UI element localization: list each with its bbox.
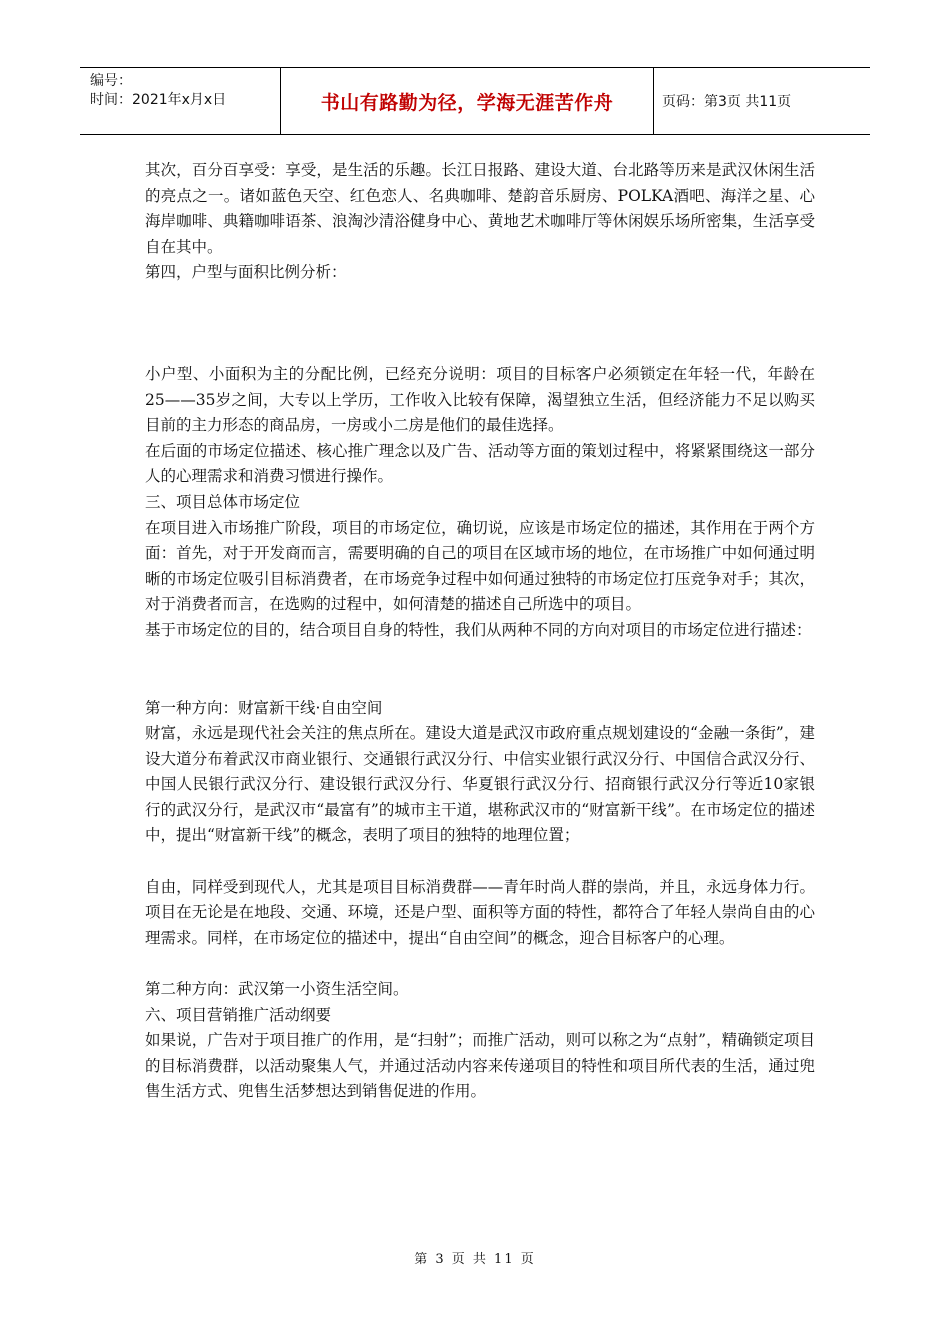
blank-space xyxy=(145,849,815,875)
header-info-cell xyxy=(80,68,281,134)
section-heading: 三、项目总体市场定位 xyxy=(145,492,301,511)
subsection-heading: 第二种方向：武汉第一小资生活空间。 xyxy=(145,980,409,999)
paragraph: 如果说，广告对于项目推广的作用，是“扫射”；而推广活动，则可以称之为“点射”，精确锁定项目的目标消费群，以活动聚集人气，并通过活动内容来传递项目的特性和项目所代表的生活，通过兜售生活方式、兜售生活梦想达到销售促进的作用。 xyxy=(145,1031,815,1101)
date-label: 时间：2021年x月x日 xyxy=(90,92,227,108)
paragraph: 在项目进入市场推广阶段，项目的市场定位，确切说，应该是市场定位的描述，其作用在于两个方面：首先，对于开发商而言，需要明确的自己的项目在区域市场的地位，在市场推广中如何通过明晰的市场定位吸引目标消费者，在市场竞争过程中如何通过独特的市场定位打压竞争对手；其次，对于消费者而言，在选购的过程中，如何清楚的描述自己所选中的项目。 xyxy=(145,518,815,614)
paragraph: 其次，百分百享受：享受，是生活的乐趣。长江日报路、建设大道、台北路等历来是武汉休闲生活的亮点之一。诸如蓝色天空、红色恋人、名典咖啡、楚韵音乐厨房、POLKA酒吧、海洋之星、心海岸咖啡、典籍咖啡语茶、浪淘沙清浴健身中心、黄地艺术咖啡厅等休闲娱乐场所密集，生活享受自在其中。 xyxy=(145,161,815,256)
paragraph: 在后面的市场定位描述、核心推广理念以及广告、活动等方面的策划过程中，将紧紧围绕这一部分人的心理需求和消费习惯进行操作。 xyxy=(145,441,815,486)
page-header xyxy=(80,67,870,135)
blank-space xyxy=(145,951,815,977)
page-footer xyxy=(0,1248,950,1267)
paragraph: 基于市场定位的目的，结合项目自身的特性，我们从两种不同的方向对项目的市场定位进行描述： xyxy=(145,620,812,639)
blank-space xyxy=(145,644,815,696)
motto-text: 书山有路勤为径，学海无涯苦作舟 xyxy=(320,91,614,114)
paragraph: 小户型、小面积为主的分配比例，已经充分说明：项目的目标客户必须锁定在年轻一代，年龄在25——35岁之间，大专以上学历，工作收入比较有保障，渴望独立生活，但经济能力不足以购买目前的主力形态的商品房，一房或小二房是他们的最佳选择。 xyxy=(145,364,815,435)
number-label: 编号： xyxy=(90,73,132,89)
paragraph: 第四，户型与面积比例分析： xyxy=(145,263,347,282)
document-body xyxy=(145,158,815,1105)
section-heading: 六、项目营销推广活动纲要 xyxy=(145,1005,332,1024)
blank-space xyxy=(145,286,815,362)
subsection-heading: 第一种方向：财富新干线·自由空间 xyxy=(145,698,383,717)
footer-page-number: 第 3 页 共 11 页 xyxy=(414,1252,536,1267)
paragraph: 自由，同样受到现代人，尤其是项目目标消费群——青年时尚人群的崇尚，并且，永远身体力行。项目在无论是在地段、交通、环境，还是户型、面积等方面的特性，都符合了年轻人崇尚自由的心理需求。同样，在市场定位的描述中，提出“自由空间”的概念，迎合目标客户的心理。 xyxy=(145,877,815,947)
header-page-cell xyxy=(654,68,870,134)
page-label: 页码：第3页 共11页 xyxy=(662,94,792,110)
paragraph: 财富，永远是现代社会关注的焦点所在。建设大道是武汉市政府重点规划建设的“金融一条街”，建设大道分布着武汉市商业银行、交通银行武汉分行、中信实业银行武汉分行、中国信合武汉分行、中国人民银行武汉分行、建设银行武汉分行、华夏银行武汉分行、招商银行武汉分行等近10家银行的武汉分行，是武汉市“最富有”的城市主干道，堪称武汉市的“财富新干线”。在市场定位的描述中，提出“财富新干线”的概念，表明了项目的独特的地理位置； xyxy=(145,724,815,845)
header-motto-cell xyxy=(281,68,654,134)
